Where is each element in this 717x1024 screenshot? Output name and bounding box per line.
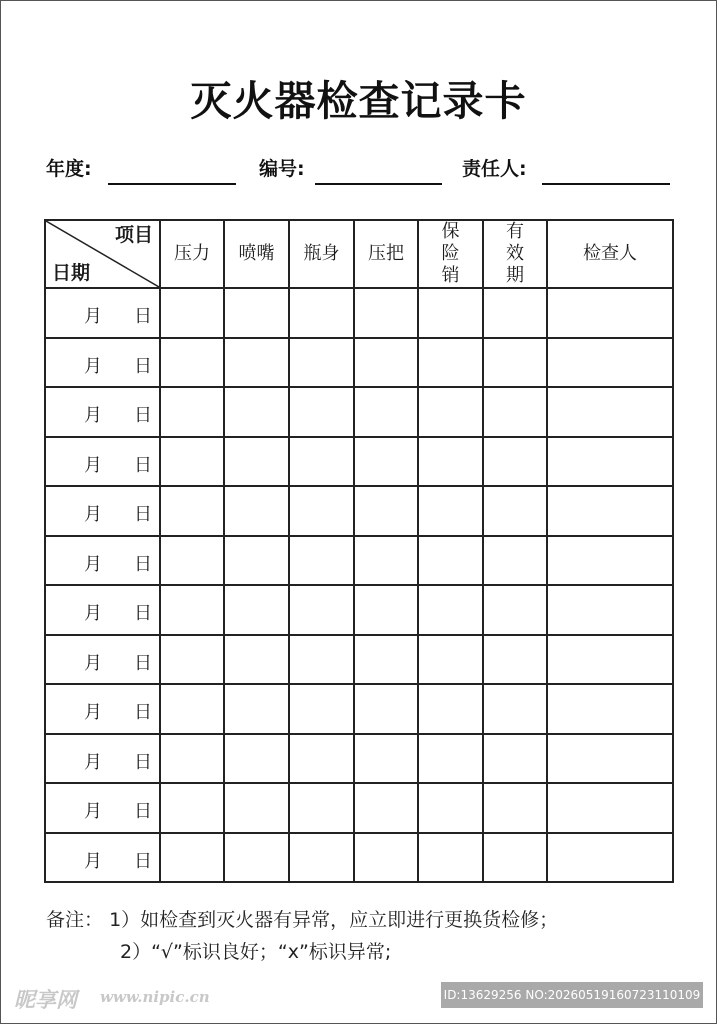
check-cell[interactable] — [354, 437, 418, 487]
table-row — [45, 635, 673, 685]
table-row — [45, 288, 673, 338]
watermark-logo: 昵享网 — [14, 988, 77, 1012]
table-row — [45, 783, 673, 833]
check-cell[interactable] — [354, 288, 418, 338]
check-cell[interactable] — [289, 585, 354, 635]
check-cell[interactable] — [418, 387, 483, 437]
check-cell[interactable] — [289, 288, 354, 338]
check-cell[interactable] — [160, 734, 224, 784]
check-cell[interactable] — [160, 684, 224, 734]
day-label: 日 — [134, 850, 152, 872]
day-label: 日 — [134, 801, 152, 822]
column-header: 检查人 — [547, 220, 673, 288]
day-label: 日 — [134, 553, 152, 575]
check-cell[interactable] — [483, 437, 547, 487]
check-cell[interactable] — [547, 635, 673, 685]
column-header: 有效期 — [483, 220, 547, 288]
check-cell[interactable] — [547, 288, 673, 338]
column-header: 喷嘴 — [224, 220, 289, 288]
year-label: 年度: — [46, 158, 92, 180]
check-cell[interactable] — [547, 684, 673, 734]
month-label: 月 — [84, 702, 102, 723]
check-cell[interactable] — [289, 684, 354, 734]
check-cell[interactable] — [354, 486, 418, 536]
check-cell[interactable] — [354, 734, 418, 784]
check-cell[interactable] — [160, 338, 224, 388]
check-cell[interactable] — [483, 783, 547, 833]
check-cell[interactable] — [224, 338, 289, 388]
date-cell[interactable] — [45, 635, 160, 685]
check-cell[interactable] — [354, 635, 418, 685]
check-cell[interactable] — [354, 833, 418, 883]
check-cell[interactable] — [483, 536, 547, 586]
month-label: 月 — [84, 504, 102, 525]
check-cell[interactable] — [354, 536, 418, 586]
corner-item-label: 项目 — [114, 224, 153, 246]
check-cell[interactable] — [354, 338, 418, 388]
column-header: 瓶身 — [289, 220, 354, 288]
check-cell[interactable] — [547, 833, 673, 883]
check-cell[interactable] — [354, 783, 418, 833]
month-label: 月 — [84, 405, 102, 426]
notes-section — [46, 904, 558, 968]
check-cell[interactable] — [418, 536, 483, 586]
table-row — [45, 833, 673, 883]
owner-blank-line[interactable] — [542, 183, 670, 185]
day-label: 日 — [134, 702, 152, 723]
check-cell[interactable] — [160, 288, 224, 338]
check-cell[interactable] — [418, 635, 483, 685]
check-cell[interactable] — [224, 585, 289, 635]
check-cell[interactable] — [418, 288, 483, 338]
watermark-url: www.nipic.cn — [100, 988, 210, 1006]
date-cell[interactable] — [45, 288, 160, 338]
watermark-id-badge: ID:13629256 NO:20260519160723110109 — [441, 982, 703, 1008]
date-cell[interactable] — [45, 536, 160, 586]
month-label: 月 — [84, 652, 102, 674]
check-cell[interactable] — [418, 734, 483, 784]
number-blank-line[interactable] — [315, 183, 442, 185]
month-label: 月 — [84, 850, 102, 872]
check-cell[interactable] — [224, 783, 289, 833]
month-label: 月 — [84, 306, 102, 327]
check-cell[interactable] — [483, 585, 547, 635]
date-cell[interactable] — [45, 783, 160, 833]
check-cell[interactable] — [160, 486, 224, 536]
date-cell[interactable] — [45, 684, 160, 734]
check-cell[interactable] — [289, 635, 354, 685]
check-cell[interactable] — [547, 338, 673, 388]
month-label: 月 — [84, 454, 102, 476]
notes-label: 备注： — [46, 909, 104, 931]
check-cell[interactable] — [224, 684, 289, 734]
check-cell[interactable] — [160, 387, 224, 437]
date-cell[interactable] — [45, 437, 160, 487]
check-cell[interactable] — [224, 437, 289, 487]
date-cell[interactable] — [45, 387, 160, 437]
check-cell[interactable] — [483, 833, 547, 883]
check-cell[interactable] — [418, 486, 483, 536]
check-cell[interactable] — [418, 833, 483, 883]
check-cell[interactable] — [289, 536, 354, 586]
month-label: 月 — [84, 553, 102, 575]
date-cell[interactable] — [45, 585, 160, 635]
day-label: 日 — [134, 652, 152, 674]
table-row — [45, 585, 673, 635]
check-cell[interactable] — [483, 635, 547, 685]
check-cell[interactable] — [547, 486, 673, 536]
day-label: 日 — [134, 751, 152, 773]
month-label: 月 — [84, 355, 102, 377]
table-row — [45, 684, 673, 734]
check-cell[interactable] — [289, 783, 354, 833]
check-cell[interactable] — [224, 734, 289, 784]
table-row — [45, 387, 673, 437]
check-cell[interactable] — [160, 536, 224, 586]
check-cell[interactable] — [483, 338, 547, 388]
check-cell[interactable] — [224, 536, 289, 586]
day-label: 日 — [134, 405, 152, 426]
date-cell[interactable] — [45, 833, 160, 883]
corner-date-label: 日期 — [52, 262, 91, 284]
check-cell[interactable] — [418, 338, 483, 388]
check-cell[interactable] — [289, 437, 354, 487]
day-label: 日 — [134, 355, 152, 377]
column-header: 压力 — [160, 220, 224, 288]
inspection-table — [44, 219, 674, 883]
check-cell[interactable] — [354, 585, 418, 635]
check-cell[interactable] — [354, 387, 418, 437]
day-label: 日 — [134, 504, 152, 525]
check-cell[interactable] — [483, 486, 547, 536]
table-row — [45, 486, 673, 536]
check-cell[interactable] — [289, 486, 354, 536]
table-row — [45, 437, 673, 487]
check-cell[interactable] — [418, 783, 483, 833]
table-row — [45, 338, 673, 388]
day-label: 日 — [134, 603, 152, 624]
check-cell[interactable] — [289, 833, 354, 883]
column-header: 压把 — [354, 220, 418, 288]
check-cell[interactable] — [547, 783, 673, 833]
year-blank-line[interactable] — [108, 183, 236, 185]
check-cell[interactable] — [160, 783, 224, 833]
month-label: 月 — [84, 801, 102, 822]
check-cell[interactable] — [160, 437, 224, 487]
corner-header-cell — [45, 220, 160, 288]
column-header: 保险销 — [418, 220, 483, 288]
date-cell[interactable] — [45, 734, 160, 784]
check-cell[interactable] — [289, 387, 354, 437]
check-cell[interactable] — [224, 486, 289, 536]
check-cell[interactable] — [160, 585, 224, 635]
day-label: 日 — [134, 306, 152, 327]
month-label: 月 — [84, 751, 102, 773]
check-cell[interactable] — [547, 734, 673, 784]
check-cell[interactable] — [418, 585, 483, 635]
check-cell[interactable] — [160, 833, 224, 883]
note-line-1: 1）如检查到灭火器有异常，应立即进行更换货检修； — [109, 909, 559, 931]
number-label: 编号: — [259, 158, 305, 180]
check-cell[interactable] — [483, 734, 547, 784]
check-cell[interactable] — [547, 437, 673, 487]
check-cell[interactable] — [224, 288, 289, 338]
check-cell[interactable] — [160, 635, 224, 685]
check-cell[interactable] — [418, 684, 483, 734]
check-cell[interactable] — [224, 833, 289, 883]
check-cell[interactable] — [483, 288, 547, 338]
check-cell[interactable] — [289, 734, 354, 784]
owner-label: 责任人: — [462, 158, 527, 180]
check-cell[interactable] — [483, 684, 547, 734]
check-cell[interactable] — [224, 635, 289, 685]
check-cell[interactable] — [224, 387, 289, 437]
date-cell[interactable] — [45, 338, 160, 388]
day-label: 日 — [134, 454, 152, 476]
table-row — [45, 536, 673, 586]
note-line-2: 2）“√”标识良好；“x”标识异常; — [120, 941, 392, 963]
card-title: 灭火器检查记录卡 — [190, 77, 527, 125]
check-cell[interactable] — [483, 387, 547, 437]
date-cell[interactable] — [45, 486, 160, 536]
check-cell[interactable] — [547, 585, 673, 635]
table-row — [45, 734, 673, 784]
check-cell[interactable] — [547, 387, 673, 437]
month-label: 月 — [84, 603, 102, 624]
table-header-row — [45, 220, 673, 288]
check-cell[interactable] — [354, 684, 418, 734]
check-cell[interactable] — [547, 536, 673, 586]
check-cell[interactable] — [289, 338, 354, 388]
check-cell[interactable] — [418, 437, 483, 487]
